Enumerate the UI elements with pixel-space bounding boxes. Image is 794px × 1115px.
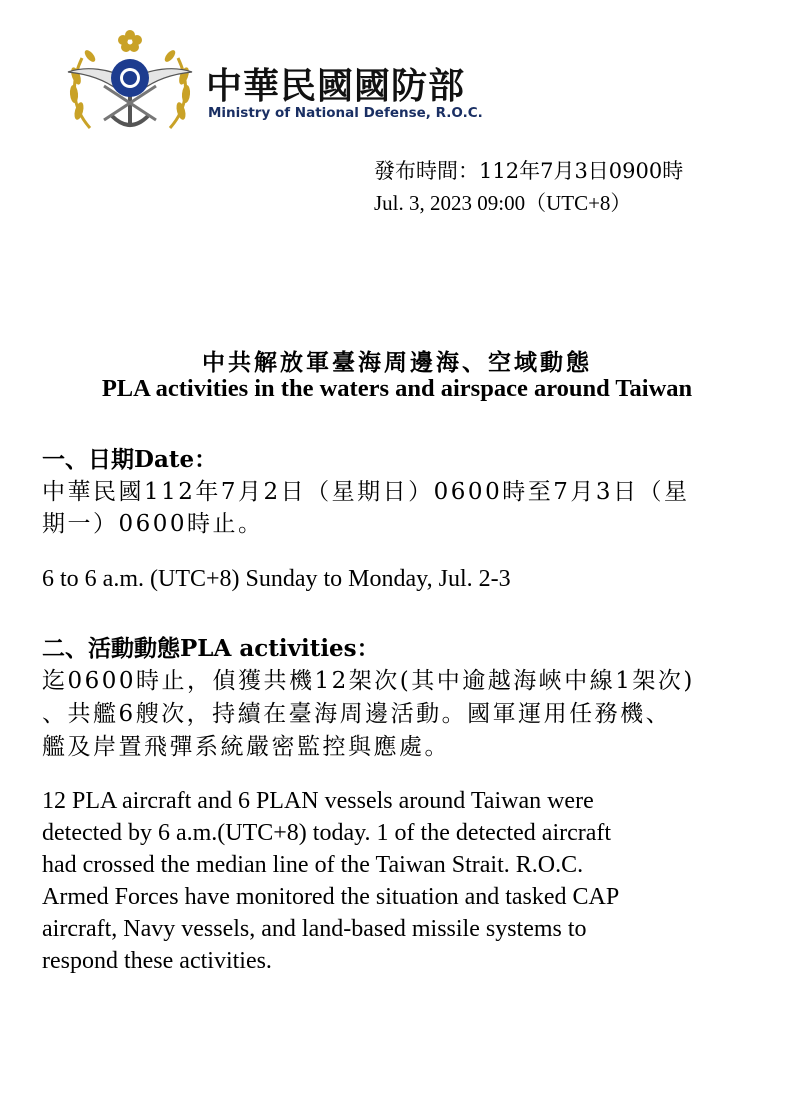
document-title-zh: 中共解放軍臺海周邊海、空域動態 xyxy=(202,349,592,376)
section-activities-en-line: aircraft, Navy vessels, and land-based missile systems to xyxy=(42,916,587,942)
ministry-name-zh: 中華民國國防部 xyxy=(206,66,466,107)
section-date-zh-line: 期一）0600時止。 xyxy=(42,511,264,537)
section-date-zh-line: 中華民國112年7月2日（星期日）0600時至7月3日（星 xyxy=(42,479,690,505)
section-activities-zh-line: 、共艦6艘次，持續在臺海周邊活動。國軍運用任務機、 xyxy=(42,701,672,727)
section-date-heading: 一、日期Date： xyxy=(42,446,218,473)
release-time xyxy=(374,155,683,219)
document-header xyxy=(60,28,520,140)
release-time-zh: 發布時間：112年7月3日0900時 xyxy=(374,159,684,183)
release-time-en: Jul. 3, 2023 09:00（UTC+8） xyxy=(374,191,632,215)
section-activities-heading: 二、活動動態PLA activities： xyxy=(42,635,380,662)
section-activities-en-line: Armed Forces have monitored the situation and tasked CAP xyxy=(42,884,620,910)
section-activities-en-line: respond these activities. xyxy=(42,948,272,974)
section-activities-zh-line: 艦及岸置飛彈系統嚴密監控與應處。 xyxy=(42,734,450,760)
ministry-name-en: Ministry of National Defense, R.O.C. xyxy=(208,105,483,121)
document-title-en: PLA activities in the waters and airspace around Taiwan xyxy=(101,375,693,402)
section-date-en: 6 to 6 a.m. (UTC+8) Sunday to Monday, Jul. 2-3 xyxy=(42,566,511,592)
mnd-emblem-icon xyxy=(60,28,200,140)
section-activities-zh-line: 迄0600時止，偵獲共機12架次(其中逾越海峽中線1架次) xyxy=(42,668,695,694)
section-activities-en-line: detected by 6 a.m.(UTC+8) today. 1 of the detected aircraft xyxy=(42,820,612,846)
section-activities-en-line: 12 PLA aircraft and 6 PLAN vessels around Taiwan were xyxy=(42,788,594,814)
section-activities-en-line: had crossed the median line of the Taiwan Strait. R.O.C. xyxy=(42,852,584,878)
